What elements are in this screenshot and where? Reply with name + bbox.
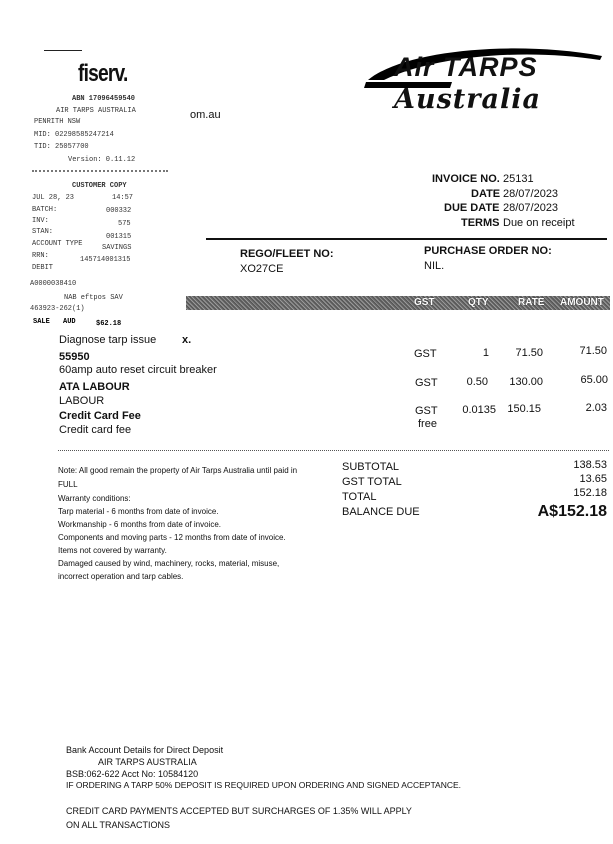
receipt-stan: 001315 — [106, 233, 132, 241]
cc-note-2: ON ALL TRANSACTIONS — [66, 820, 171, 830]
item-2-rate: 130.00 — [509, 376, 543, 388]
receipt-stan-label: STAN: — [32, 228, 54, 236]
note-line-2: FULL — [58, 480, 78, 489]
receipt-abn: ABN 17096459540 — [72, 95, 136, 103]
item-1-code: 55950 — [59, 351, 90, 363]
items-divider — [58, 450, 609, 451]
receipt-top-rule — [44, 50, 82, 51]
date-label: DATE — [471, 188, 501, 200]
rego-value: XO27CE — [240, 263, 284, 275]
logo-line1: Air TARPS — [394, 52, 538, 82]
receipt-amount: $62.18 — [96, 320, 122, 328]
item-1-title: Diagnose tarp issue — [59, 334, 157, 346]
item-3-rate: 150.15 — [507, 403, 541, 415]
due-date-label: DUE DATE — [444, 202, 500, 214]
item-3-desc: Credit card fee — [59, 424, 132, 436]
receipt-divider — [32, 170, 168, 172]
note-line-6: Components and moving parts - 12 months from date of invoice. — [58, 533, 286, 542]
cc-note-1: CREDIT CARD PAYMENTS ACCEPTED BUT SURCHARGES OF 1.35% WILL APPLY — [66, 806, 412, 816]
receipt-date: JUL 28, 23 — [32, 194, 75, 202]
th-qty: QTY — [468, 297, 489, 308]
item-1-amount: 71.50 — [579, 345, 607, 357]
air-tarps-logo — [364, 42, 604, 122]
item-3-gst-free: free — [418, 418, 437, 430]
total-label: TOTAL — [342, 491, 377, 503]
receipt-tid: TID: 25057700 — [34, 143, 89, 151]
item-1-qty: 1 — [482, 347, 489, 359]
item-1-title-suffix: x. — [182, 334, 192, 346]
item-2-gst: GST — [415, 377, 438, 389]
th-gst: GST — [414, 297, 435, 308]
invoice-no-label: INVOICE NO. — [432, 173, 500, 185]
receipt-batch-label: BATCH: — [32, 206, 58, 214]
receipt-copy-label: CUSTOMER COPY — [72, 182, 127, 190]
receipt-debit: DEBIT — [32, 264, 54, 272]
invoice-date: 28/07/2023 — [503, 188, 559, 200]
terms: Due on receipt — [503, 217, 575, 229]
receipt-location: PENRITH NSW — [34, 118, 81, 126]
receipt-rrn-label: RRN: — [32, 252, 49, 260]
note-line-1: Note: All good remain the property of Air Tarps Australia until paid in — [58, 466, 298, 475]
receipt-rrn: 145714001315 — [80, 256, 131, 264]
receipt-inv-label: INV: — [32, 217, 49, 225]
subtotal-label: SUBTOTAL — [342, 461, 400, 473]
item-2-desc: LABOUR — [59, 395, 105, 407]
purchase-order-label: PURCHASE ORDER NO: — [424, 245, 552, 257]
receipt-merchant: AIR TARPS AUSTRALIA — [56, 107, 136, 115]
item-3-title: Credit Card Fee — [59, 410, 141, 422]
item-2-amount: 65.00 — [580, 374, 608, 386]
invoice-no: 25131 — [503, 173, 534, 185]
item-3-qty: 0.0135 — [462, 404, 496, 416]
note-line-3: Warranty conditions: — [58, 494, 131, 503]
gst-total-value: 13.65 — [579, 473, 607, 485]
receipt-inv: 575 — [118, 220, 131, 228]
item-2-title: ATA LABOUR — [59, 381, 130, 393]
note-line-9: incorrect operation and tarp cables. — [58, 572, 184, 581]
total-value: 152.18 — [573, 487, 607, 499]
receipt-masked: 463923-262(1) — [30, 305, 85, 313]
rego-label: REGO/FLEET NO: — [240, 248, 334, 260]
note-line-5: Workmanship - 6 months from date of invoice. — [58, 520, 222, 529]
item-1-rate: 71.50 — [515, 347, 543, 359]
receipt-aid: A0000038410 — [30, 280, 77, 288]
item-2-qty: 0.50 — [466, 376, 488, 388]
item-1-gst: GST — [414, 348, 437, 360]
note-line-8: Damaged caused by wind, machinery, rocks, material, misuse, — [58, 559, 280, 568]
purchase-order-value: NIL. — [424, 260, 445, 272]
subtotal-value: 138.53 — [573, 459, 607, 471]
receipt-mid: MID: 02298585247214 — [34, 131, 114, 139]
item-3-gst: GST — [415, 405, 438, 417]
receipt-batch: 000332 — [106, 207, 132, 215]
receipt-account-type: SAVINGS — [102, 244, 132, 252]
bank-account: BSB:062-622 Acct No: 10584120 — [66, 769, 199, 779]
receipt-sale-label: SALE — [33, 318, 50, 326]
bank-title: Bank Account Details for Direct Deposit — [66, 745, 224, 755]
header-divider — [206, 238, 607, 240]
logo-line2: Australia — [394, 84, 541, 115]
item-3-amount: 2.03 — [585, 402, 607, 414]
terms-label: TERMS — [461, 217, 500, 229]
due-date: 28/07/2023 — [503, 202, 559, 214]
receipt-currency: AUD — [63, 318, 76, 326]
receipt-card: NAB eftpos SAV — [64, 294, 123, 302]
bank-name: AIR TARPS AUSTRALIA — [98, 757, 197, 767]
gst-total-label: GST TOTAL — [342, 476, 402, 488]
note-line-4: Tarp material - 6 months from date of invoice. — [58, 507, 219, 516]
deposit-note: IF ORDERING A TARP 50% DEPOSIT IS REQUIRED UPON ORDERING AND SIGNED ACCEPTANCE. — [66, 780, 462, 790]
receipt-time: 14:57 — [112, 194, 134, 202]
balance-due-value: A$152.18 — [537, 503, 607, 520]
th-rate: RATE — [518, 297, 545, 308]
receipt-brand: fiserv. — [78, 60, 128, 87]
th-amount: AMOUNT — [560, 297, 604, 308]
item-1-desc: 60amp auto reset circuit breaker — [59, 364, 217, 376]
receipt-version: Version: 0.11.12 — [68, 156, 136, 164]
table-header-bar — [186, 296, 610, 310]
note-line-7: Items not covered by warranty. — [58, 546, 167, 555]
receipt-account-type-label: ACCOUNT TYPE — [32, 240, 83, 248]
url-fragment: om.au — [190, 109, 221, 121]
balance-due-label: BALANCE DUE — [342, 506, 420, 518]
